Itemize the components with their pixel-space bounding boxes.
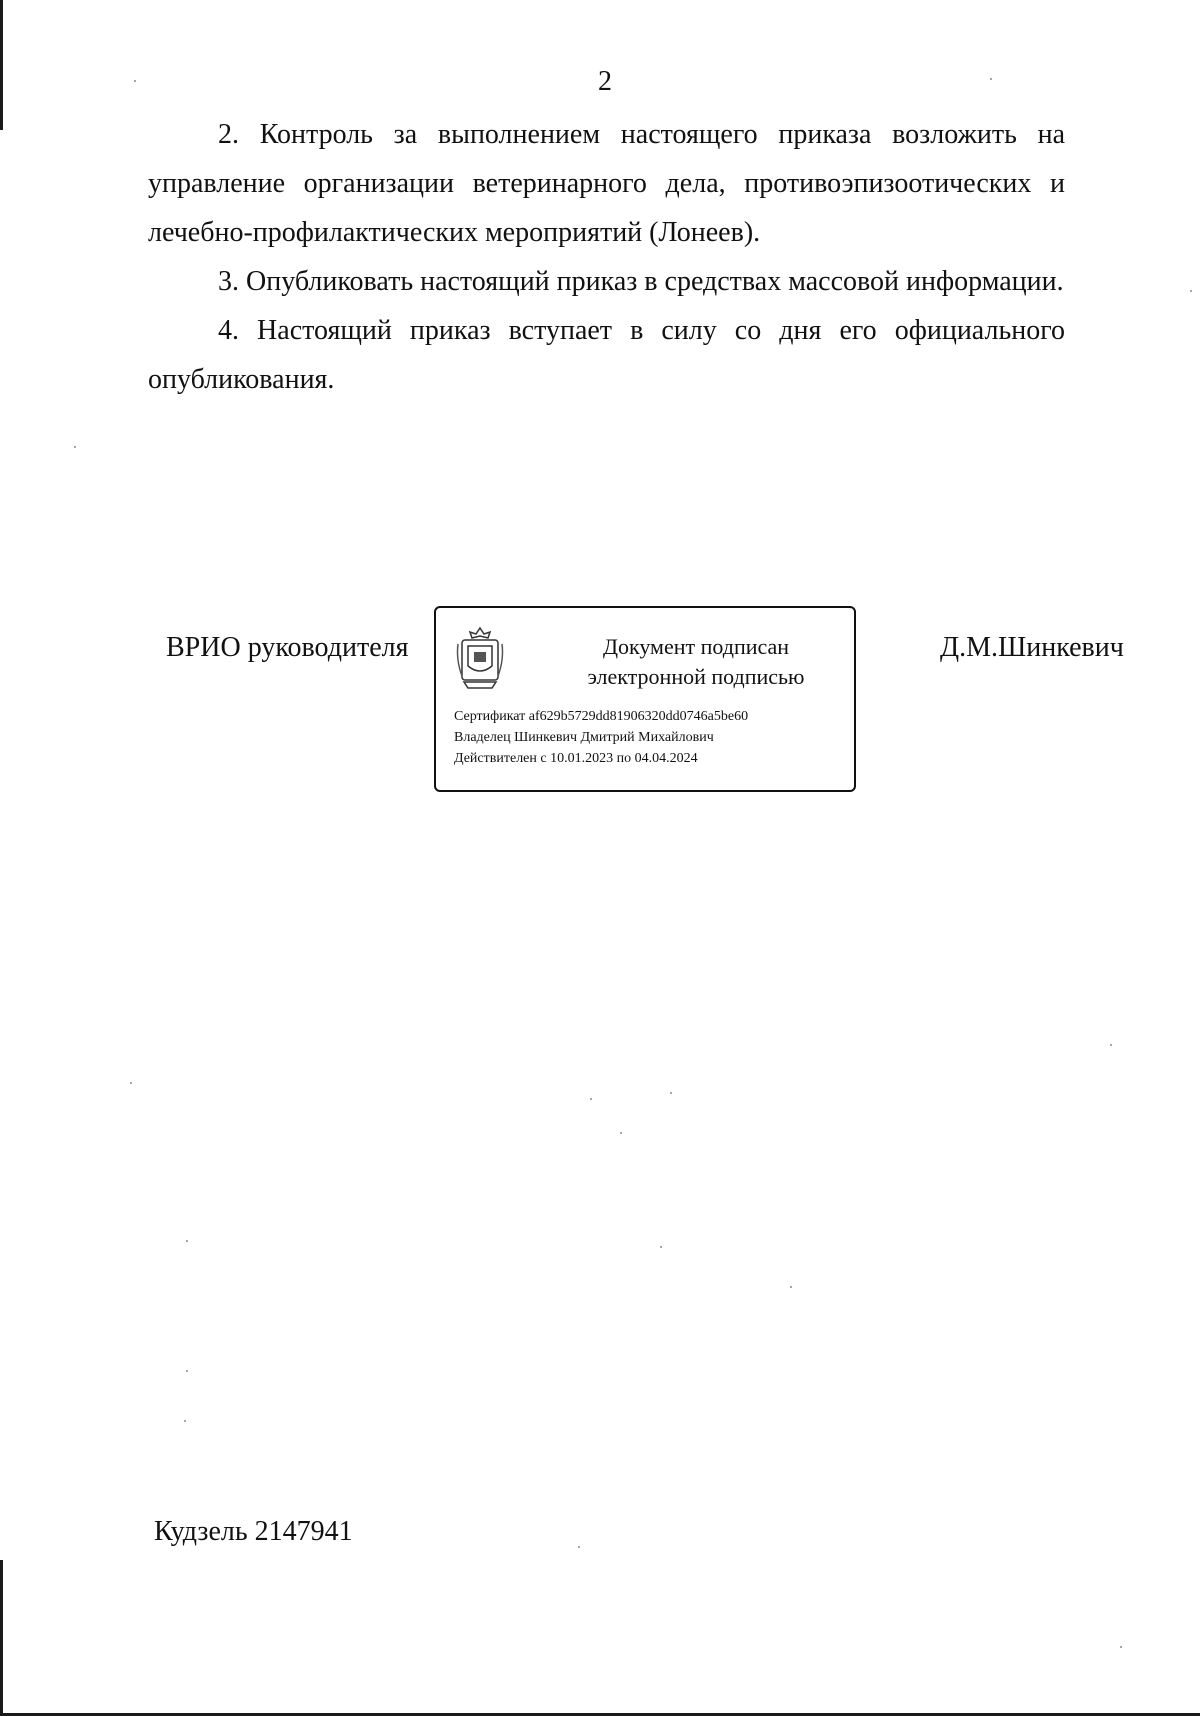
scan-speck <box>130 1082 132 1084</box>
scan-speck <box>1190 290 1192 292</box>
stamp-title-line-1: Документ подписан <box>602 634 790 659</box>
stamp-title-line-2: электронной подписью <box>587 664 805 689</box>
scan-speck <box>990 78 992 80</box>
scan-speck <box>670 1092 672 1094</box>
scan-edge-left-bottom <box>0 1560 3 1716</box>
scan-speck <box>1120 1646 1122 1648</box>
paragraph-2: 2. Контроль за выполнением настоящего приказа возложить на управление организации ветеринарного дела, противоэпизоотических и лечебно-профилактических мероприятий (Лонеев). <box>148 119 1065 248</box>
electronic-signature-stamp <box>434 606 856 792</box>
paragraph-4: 4. Настоящий приказ вступает в силу со дня его официального опубликования. <box>148 315 1065 395</box>
stamp-validity: Действителен с 10.01.2023 по 04.04.2024 <box>454 751 698 766</box>
scan-speck <box>590 1098 592 1100</box>
stamp-certificate: Сертификат af629b5729dd81906320dd0746a5be60 <box>454 709 749 724</box>
scan-speck <box>186 1240 188 1242</box>
scan-speck <box>660 1246 662 1248</box>
page-number: 2 <box>598 66 612 97</box>
signatory-name: Д.М.Шинкевич <box>940 632 1124 663</box>
document-body <box>148 110 1065 404</box>
executor-info: Кудзель 2147941 <box>154 1516 353 1547</box>
scan-speck <box>134 80 136 82</box>
scan-speck <box>1110 1044 1112 1046</box>
scan-speck <box>790 1286 792 1288</box>
scan-speck <box>186 1370 188 1372</box>
signatory-position: ВРИО руководителя <box>166 632 409 663</box>
scan-speck <box>578 1546 580 1548</box>
stamp-title <box>546 632 846 692</box>
stamp-owner: Владелец Шинкевич Дмитрий Михайлович <box>454 730 714 745</box>
scan-speck <box>74 446 76 448</box>
scan-edge-left-top <box>0 0 3 130</box>
coat-of-arms-icon <box>454 626 506 690</box>
scan-speck <box>184 1420 186 1422</box>
scan-speck <box>620 1132 622 1134</box>
stamp-details <box>454 706 748 769</box>
paragraph-3: 3. Опубликовать настоящий приказ в средствах массовой информации. <box>218 266 1064 297</box>
